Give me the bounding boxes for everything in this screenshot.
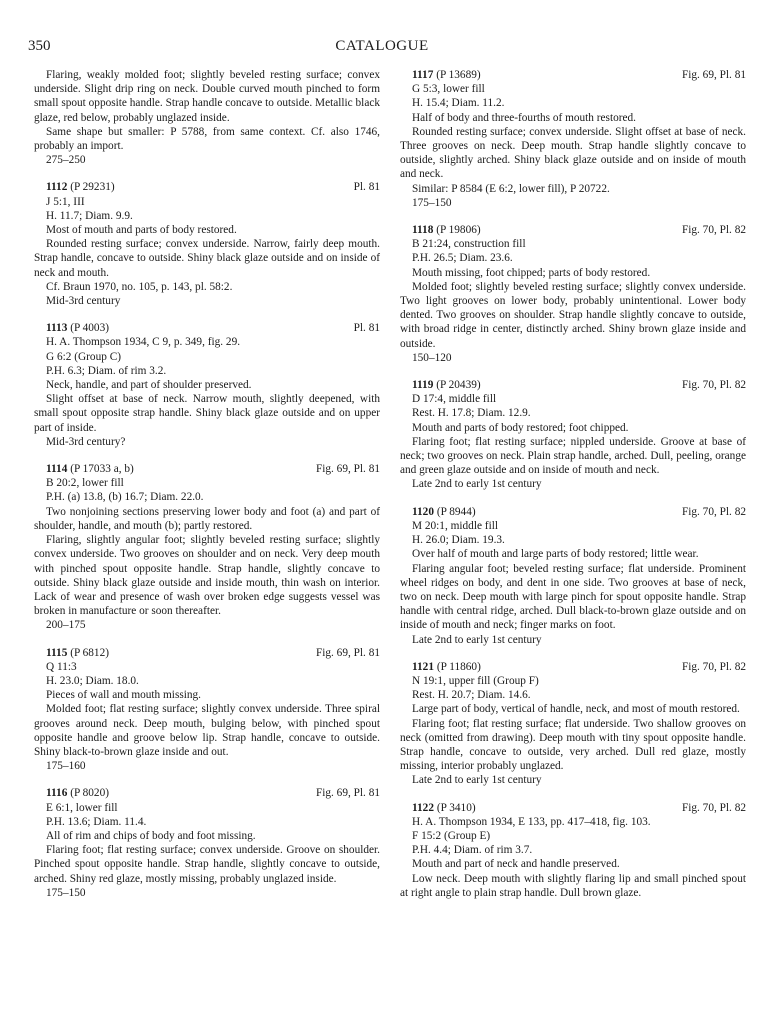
entry-number: 1114: [46, 463, 68, 476]
entry-context-line: D 17:4, middle fill: [412, 393, 497, 406]
entry-context-line: B 21:24, construction fill: [412, 238, 526, 251]
entry-date: 175–150: [46, 886, 86, 899]
entry-header: [34, 646, 380, 660]
catalogue-entry: [400, 505, 746, 647]
entry-number: 1118: [412, 224, 434, 237]
entry-context-line: P.H. 4.4; Diam. of rim 3.7.: [412, 844, 533, 857]
entry-paragraph: Molded foot; slightly beveled resting surface; slightly convex underside. Two light grooves on lower body, probably unintentional. Lower body dented. Two grooves on shoulder. Strap handle slightly concave to outside, with broad ridge in center, distinctly arched. Shiny brown glaze inside and outside.: [400, 280, 746, 350]
entry-paragraph: Cf. Braun 1970, no. 105, p. 143, pl. 58:2.: [46, 280, 233, 293]
entry-header: [400, 801, 746, 815]
entry-paragraph: Mouth missing, foot chipped; parts of body restored.: [412, 266, 651, 279]
entry-context-line: E 6:1, lower fill: [46, 801, 118, 814]
figure-plate-refs: Pl. 81: [353, 181, 380, 194]
entry-paragraph: Neck, handle, and part of shoulder preserved.: [46, 379, 252, 392]
entry-paragraph: Mouth and parts of body restored; foot chipped.: [412, 421, 629, 434]
entry-paragraph: Flaring angular foot; beveled resting surface; flat underside. Prominent wheel ridges on body, and dent in one side. Two grooves at base of neck, two on neck. Deep mouth with large pinch for spout opposite handle. Strap handle with central ridge, arched. Dull black-to-brown glaze outside and on inside of mouth and neck; finger marks on foot.: [400, 562, 746, 632]
entry-context-line: P.H. 6.3; Diam. of rim 3.2.: [46, 364, 167, 377]
entry-context-line: G 5:3, lower fill: [412, 83, 485, 96]
entry-context-line: H. A. Thompson 1934, C 9, p. 349, fig. 29.: [46, 336, 241, 349]
inventory-number: (P 8944): [436, 505, 476, 518]
catalogue-entry: [34, 646, 380, 774]
entry-paragraph: All of rim and chips of body and foot missing.: [46, 829, 256, 842]
entry-context-line: G 6:2 (Group C): [46, 350, 121, 363]
inventory-number: (P 11860): [436, 660, 481, 673]
entry-context-line: H. A. Thompson 1934, E 133, pp. 417–418, fig. 103.: [412, 815, 651, 828]
entry-header: [34, 321, 380, 335]
entry-header: [400, 505, 746, 519]
entry-paragraph: Flaring foot; flat resting surface; convex underside. Groove on shoulder. Pinched spout opposite handle. Strap handle, slightly concave to outside, arched. Shiny red glaze, mostly missing, probably unglazed inside.: [34, 844, 380, 885]
entry-paragraph: Flaring, slightly angular foot; slightly beveled resting surface; slightly convex underside. Two grooves on shoulder and on neck. Very deep mouth with pinched spout opposite handle. Strap handle, slightly concave to outside. Shiny black glaze outside and inside mouth, thin wash on interior. Lack of wear and presence of wash over broken edge suggests vessel was broken in manufacture or soon thereafter.: [34, 534, 380, 618]
entry-paragraph: Over half of mouth and large parts of body restored; little wear.: [412, 548, 699, 561]
entry-number: 1119: [412, 379, 434, 392]
entry-context-line: H. 11.7; Diam. 9.9.: [46, 209, 133, 222]
entry-id: [400, 660, 481, 674]
figure-plate-refs: Fig. 69, Pl. 81: [315, 646, 380, 659]
figure-plate-refs: Pl. 81: [353, 322, 380, 335]
figure-plate-refs: Fig. 69, Pl. 81: [681, 69, 746, 81]
entry-id: [34, 462, 134, 476]
running-head: CATALOGUE: [335, 38, 429, 54]
paragraph: Same shape but smaller: P 5788, from same context. Cf. also 1746, probably an import.: [34, 125, 380, 153]
entry-id: [400, 223, 481, 237]
entry-context-line: Rest. H. 17.8; Diam. 12.9.: [412, 407, 531, 420]
catalogue-entry: [34, 462, 380, 632]
left-column: [34, 68, 380, 900]
entry-date: Late 2nd to early 1st century: [412, 478, 542, 491]
entry-id: [400, 505, 476, 519]
entry-date: Late 2nd to early 1st century: [412, 774, 542, 787]
entry-paragraph: Large part of body, vertical of handle, neck, and most of mouth restored.: [412, 703, 740, 716]
entry-paragraph: Mouth and part of neck and handle preserved.: [412, 858, 620, 871]
entry-id: [34, 180, 115, 194]
inventory-number: (P 8020): [70, 787, 109, 800]
entry-context-line: Rest. H. 20.7; Diam. 14.6.: [412, 689, 531, 702]
entry-paragraph: Similar: P 8584 (E 6:2, lower fill), P 20722.: [412, 182, 610, 195]
entry-context-line: M 20:1, middle fill: [412, 519, 498, 532]
inventory-number: (P 6812): [70, 646, 109, 659]
catalogue-entry: [400, 801, 746, 900]
entry-header: [34, 180, 380, 194]
inventory-number: (P 13689): [436, 69, 481, 81]
entry-context-line: Q 11:3: [46, 660, 77, 673]
entry-paragraph: Two nonjoining sections preserving lower body and foot (a) and part of shoulder, handle, and mouth (b); partly restored.: [34, 505, 380, 532]
catalogue-entry: [400, 378, 746, 492]
catalogue-entry: [34, 786, 380, 900]
entry-header: [34, 462, 380, 476]
figure-plate-refs: Fig. 70, Pl. 82: [681, 660, 746, 673]
entry-context-line: P.H. (a) 13.8, (b) 16.7; Diam. 22.0.: [46, 491, 204, 504]
entry-id: [400, 378, 481, 392]
figure-plate-refs: Fig. 70, Pl. 82: [681, 224, 746, 237]
catalogue-entry: [34, 321, 380, 449]
inventory-number: (P 3410): [436, 801, 476, 814]
entry-context-line: F 15:2 (Group E): [412, 829, 491, 842]
entry-paragraph: Flaring foot; flat resting surface; nippled underside. Groove at base of neck; two grooves on neck. Plain strap handle, arched. Dull, peeling, orange and green glaze outside and on inside of mouth and neck.: [400, 435, 746, 477]
figure-plate-refs: Fig. 70, Pl. 82: [681, 505, 746, 518]
entry-paragraph: Most of mouth and parts of body restored.: [46, 224, 237, 237]
catalogue-entry: [400, 68, 746, 210]
inventory-number: (P 19806): [436, 224, 481, 237]
entry-paragraph: Slight offset at base of neck. Narrow mouth, slightly deepened, with small spout opposite strap handle. Shiny black glaze outside and on upper part of inside.: [34, 393, 380, 434]
entry-header: [400, 660, 746, 674]
entry-number: 1120: [412, 505, 434, 518]
entry-date: 175–160: [46, 760, 86, 773]
continuation-entry: [34, 68, 380, 167]
figure-plate-refs: Fig. 70, Pl. 82: [681, 379, 746, 392]
entry-id: [400, 68, 481, 82]
entry-header: [400, 68, 746, 82]
inventory-number: (P 4003): [70, 322, 109, 335]
entry-number: 1115: [46, 646, 68, 659]
entry-header: [400, 378, 746, 392]
entry-context-line: P.H. 26.5; Diam. 23.6.: [412, 252, 513, 265]
figure-plate-refs: Fig. 70, Pl. 82: [681, 801, 746, 814]
paragraph: Flaring, weakly molded foot; slightly beveled resting surface; convex underside. Slight drip ring on neck. Double curved mouth pinched to form small spout opposite handle. Strap handle concave to outside. Metallic black glaze, red below, probably unglazed inside.: [34, 69, 380, 124]
entry-date: 200–175: [46, 619, 86, 632]
inventory-number: (P 29231): [70, 181, 115, 194]
figure-plate-refs: Fig. 69, Pl. 81: [315, 787, 380, 800]
entry-paragraph: Half of body and three-fourths of mouth restored.: [412, 111, 636, 124]
entry-date: Late 2nd to early 1st century: [412, 633, 542, 646]
entry-paragraph: Rounded resting surface; convex underside. Slight offset at base of neck. Three grooves on neck. Deep mouth. Strap handle slightly concave to outside, slightly arched. Shiny black glaze outside and on inside of mouth and neck.: [400, 125, 746, 181]
entry-paragraph: Molded foot; flat resting surface; slightly convex underside. Three spiral grooves around neck. Deep mouth, bulging below, with pinched spout opposite handle and groove below lip. Strap handle, concave to outside. Shiny black-to-brown glaze inside and out.: [34, 703, 380, 758]
entry-date: 150–120: [412, 351, 452, 364]
catalogue-entry: [34, 180, 380, 308]
entry-context-line: J 5:1, III: [46, 195, 85, 208]
entry-id: [34, 321, 109, 335]
inventory-number: (P 20439): [436, 379, 481, 392]
entry-date: 175–150: [412, 196, 452, 209]
entry-number: 1113: [46, 322, 68, 335]
entry-context-line: N 19:1, upper fill (Group F): [412, 674, 539, 687]
catalogue-entry: [400, 660, 746, 788]
entry-id: [34, 646, 109, 660]
entry-paragraph: Low neck. Deep mouth with slightly flaring lip and small pinched spout at right angle to plain strap handle. Dull brown glaze.: [400, 872, 746, 899]
entry-context-line: P.H. 13.6; Diam. 11.4.: [46, 815, 147, 828]
entry-paragraph: Pieces of wall and mouth missing.: [46, 689, 202, 702]
entry-context-line: H. 26.0; Diam. 19.3.: [412, 534, 505, 547]
entry-context-line: H. 23.0; Diam. 18.0.: [46, 674, 139, 687]
entry-date: Mid-3rd century: [46, 295, 121, 308]
entry-number: 1116: [46, 787, 68, 800]
entry-date: Mid-3rd century?: [46, 435, 126, 448]
entry-context-line: B 20:2, lower fill: [46, 477, 124, 490]
entry-number: 1112: [46, 181, 68, 194]
page-number: 350: [28, 38, 51, 54]
entry-header: [34, 786, 380, 800]
entry-id: [34, 786, 109, 800]
inventory-number: (P 17033 a, b): [70, 463, 134, 476]
entry-context-line: H. 15.4; Diam. 11.2.: [412, 97, 505, 110]
entry-id: [400, 801, 476, 815]
entry-paragraph: Flaring foot; flat resting surface; flat underside. Two shallow grooves on neck (omitted from drawing). Deep mouth with tiny spout opposite handle. Strap handle, concave to outside, very arched. Dull red glaze, mostly missing, interior probably unglazed.: [400, 717, 746, 773]
entry-number: 1122: [412, 801, 434, 814]
entry-number: 1121: [412, 660, 434, 673]
entry-paragraph: Rounded resting surface; convex underside. Narrow, fairly deep mouth. Strap handle, concave to outside. Shiny black glaze outside and on inside of neck and mouth.: [34, 238, 380, 279]
catalogue-entry: [400, 223, 746, 365]
figure-plate-refs: Fig. 69, Pl. 81: [315, 463, 380, 476]
entry-number: 1117: [412, 69, 434, 81]
right-column: [400, 68, 746, 900]
entry-date: 275–250: [46, 154, 86, 167]
entry-header: [400, 223, 746, 237]
